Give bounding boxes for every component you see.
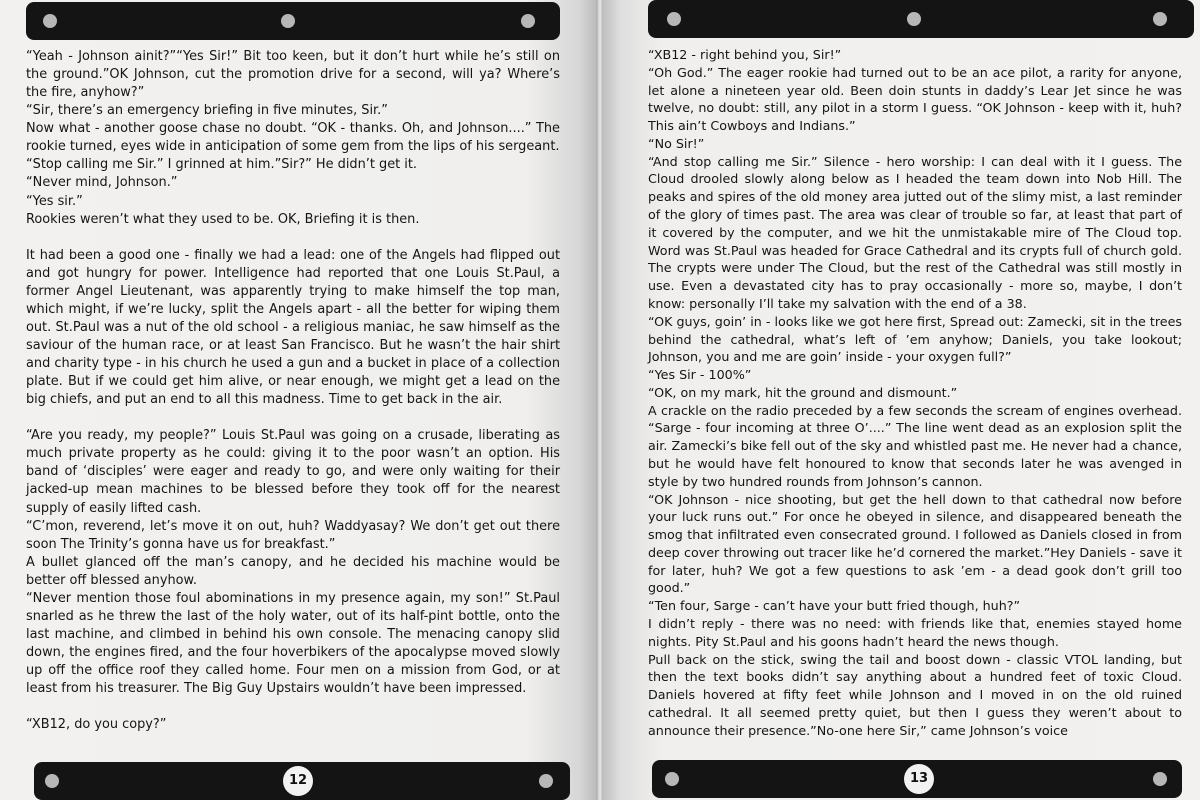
bar-dot-right bbox=[521, 14, 535, 28]
paragraph: “XB12 - right behind you, Sir!” bbox=[648, 47, 842, 62]
paragraph: “And stop calling me Sir.” Silence - hero worship: I can deal with it I guess. The Cloud drooled slowly along below as I headed the team down into Nob Hill. The peaks and spires of the old money area jutted out of the slimy mist, a last reminder of the glory of times past. The area was clear of trouble so far, at least that part of it covered by the computer, and we hit the unmistakable mire of The Cloud top. Word was St.Paul was headed for Grace Cathedral and its crypts full of church gold. The crypts were under The Cloud, but the rest of the Cathedral was still mostly in use. Even a devastated city has to pray occasionally - more so, maybe, I don’t know: personally I’ll take my salvation with the end of a 38. bbox=[648, 153, 1182, 311]
paragraph: “Never mention those foul abominations in my presence again, my son!” St.Paul snarled as he threw the last of the holy water, out of its half-pint bottle, onto the last machine, and climbed in behind his own console. The menacing canopy slid down, the engines fired, and the four hoverbikers of the apocalypse moved slowly up off the office roof they called home. Four men on a mission from God, or at least from his treasurer. The Big Guy Upstairs wouldn’t have been impressed. bbox=[26, 590, 560, 697]
paragraph: “Never mind, Johnson.” bbox=[26, 175, 178, 191]
paragraph: A crackle on the radio preceded by a few seconds the scream of engines overhead. “Sarge - four incoming at three O’....” The line went dead as an explosion split the air. Zamecki’s bike fell out of the sky and whistled past me. He never had a chance, but he would have felt honoured to know that seconds later he was avenged in style by two hundred rounds from Johnson’s cannon. bbox=[648, 402, 1182, 489]
paragraph: “Are you ready, my people?” Louis St.Paul was going on a crusade, liberating as much private property as he could: giving it to the poor wasn’t an option. His band of ‘disciples’ were eager and ready to go, and were only waiting for their jacked-up mean machines to be blessed before they took off for the nearest supply of easily lifted cash. bbox=[26, 428, 560, 516]
bar-dot-left bbox=[665, 772, 679, 786]
paragraph: “OK guys, goin’ in - looks like we got here first, Spread out: Zamecki, sit in the trees behind the cathedral, what’s left of ’em anyhow; Daniels, you take lookout; Johnson, you and me are goin’ inside - your oxygen full?” bbox=[648, 313, 1182, 365]
paragraph: “Ten four, Sarge - can’t have your butt fried though, huh?” bbox=[648, 598, 1021, 614]
paragraph: Now what - another goose chase no doubt. “OK - thanks. Oh, and Johnson....” The rookie turned, eyes wide in anticipation of some gem from the lips of his sergeant. bbox=[26, 121, 560, 155]
right-page bbox=[602, 0, 1200, 800]
paragraph: “C’mon, reverend, let’s move it on out, huh? Waddyasay? We don’t get out there soon The Trinity’s gonna have us for breakfast.” bbox=[26, 518, 560, 552]
page-number: 13 bbox=[904, 764, 934, 794]
paragraph: “Yes sir.” bbox=[26, 193, 83, 209]
paragraph: “Oh God.” The eager rookie had turned out to be an ace pilot, a rarity for anyone, let alone a nineteen year old. Been doin stunts in daddy’s Lear Jet since he was twelve, no doubt: still, any pilot in a storm I guess. “OK Johnson - keep with it, huh? This ain’t Cowboys and Indians.” bbox=[648, 64, 1182, 134]
bar-dot-right bbox=[539, 774, 553, 788]
paragraph: It had been a good one - finally we had a lead: one of the Angels had flipped out and got hungry for power. Intelligence had reported that one Louis St.Paul, a former Angel Lieutenant, was apparently trying to make himself the top man, which might, if we’re lucky, split the Angels apart - all the better for wiping them out. St.Paul was a nut of the old school - a religious maniac, he saw himself as the saviour of the human race, or at least San Francisco. But he wasn’t the hair shirt and charity type - in his church he used a gun and a bucket in place of a collection plate. But if we could get him alive, or near enough, we might get a lead on the big chiefs, and put an end to all this madness. Time to get back in the air. bbox=[26, 247, 560, 408]
paragraph: “Sir, there’s an emergency briefing in five minutes, Sir.” bbox=[26, 103, 388, 119]
bar-dot-center bbox=[907, 12, 921, 26]
paragraph: I didn’t reply - there was no need: with friends like that, enemies stayed home nights. Pity St.Paul and his goons hadn’t heard the news though. bbox=[648, 616, 1182, 649]
left-page bbox=[0, 0, 598, 800]
paragraph: “Yes Sir - 100%” bbox=[648, 367, 752, 383]
page-number: 12 bbox=[283, 766, 313, 796]
top-decorative-bar bbox=[26, 2, 560, 40]
top-decorative-bar bbox=[648, 0, 1194, 38]
right-page-text bbox=[648, 46, 1182, 739]
bar-dot-left bbox=[667, 12, 681, 26]
paragraph: “OK, on my mark, hit the ground and dismount.” bbox=[648, 384, 958, 400]
bar-dot-right bbox=[1153, 12, 1167, 26]
bar-dot-left bbox=[45, 774, 59, 788]
paragraph: “XB12, do you copy?” bbox=[26, 717, 167, 733]
paragraph: Pull back on the stick, swing the tail and boost down - classic VTOL landing, but then the text books didn’t say anything about a hundred feet of toxic Cloud. Daniels hovered at fifty feet while Johnson and I moved in on the old ruined cathedral. It all seemed pretty quiet, but then I guess they weren’t about to announce their presence.”No-one here Sir,” came Johnson’s voice bbox=[648, 651, 1182, 738]
paragraph: “Stop calling me Sir.” I grinned at him.”Sir?” He didn’t get it. bbox=[26, 157, 418, 173]
paragraph: “OK Johnson - nice shooting, but get the hell down to that cathedral now before your luck runs out.” For once he obeyed in silence, and disappeared beneath the smog that infiltrated even consecrated ground. I followed as Daniels closed in from deep cover throwing out tracer like he’d cornered the market.”Hey Daniels - save it for later, huh? We got a few questions to ask ’em - a dead gook don’t grill too good.” bbox=[648, 491, 1182, 596]
bar-dot-left bbox=[43, 14, 57, 28]
paragraph: “No Sir!” bbox=[648, 135, 705, 151]
paragraph: Rookies weren’t what they used to be. OK, Briefing it is then. bbox=[26, 211, 420, 227]
paragraph: “Yeah - Johnson ainit?”“Yes Sir!” Bit too keen, but it don’t hurt while he’s still on the ground.”OK Johnson, cut the promotion drive for a second, will ya? Where’s the fire, anyhow?” bbox=[26, 49, 560, 101]
bottom-decorative-bar bbox=[34, 762, 570, 800]
paragraph: A bullet glanced off the man’s canopy, and he decided his machine would be better off blessed anyhow. bbox=[26, 554, 560, 588]
bar-dot-center bbox=[281, 14, 295, 28]
bottom-decorative-bar bbox=[652, 760, 1182, 798]
left-page-text bbox=[26, 48, 560, 734]
bar-dot-right bbox=[1153, 772, 1167, 786]
